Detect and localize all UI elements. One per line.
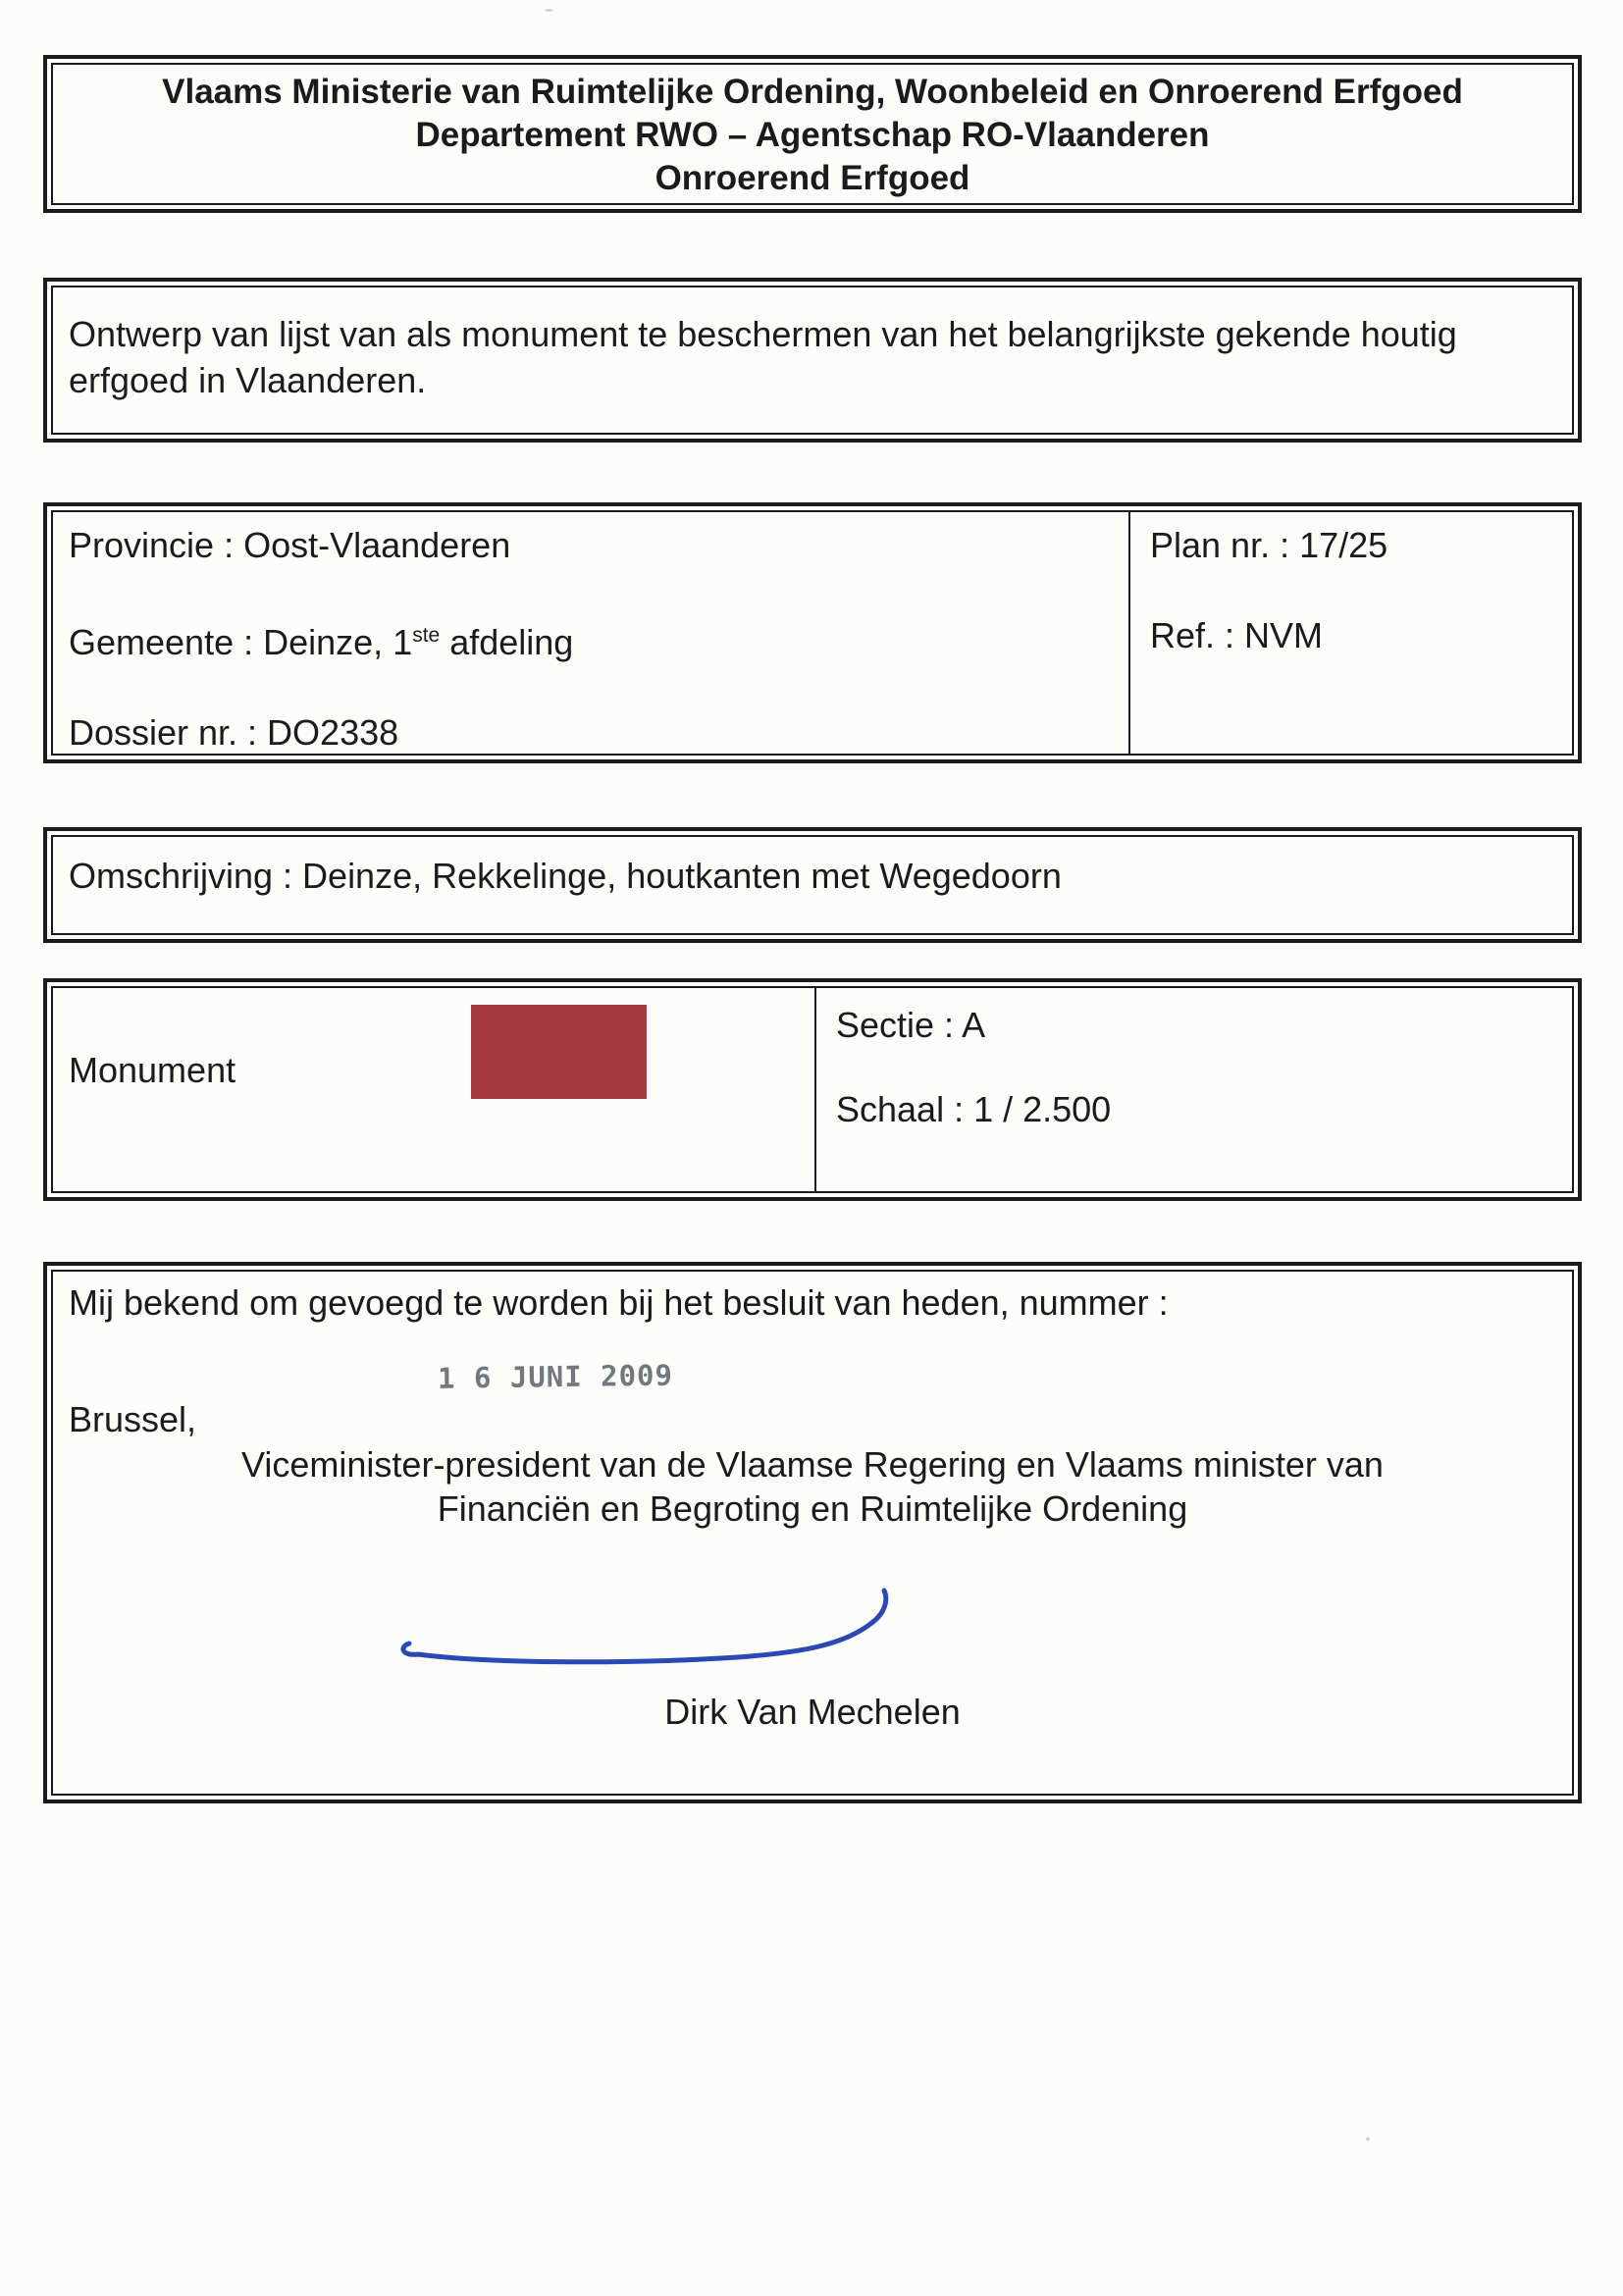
omschrijving-box xyxy=(43,827,1582,943)
ministry-header-inner xyxy=(51,63,1574,205)
legend-left-cell xyxy=(53,988,814,1191)
subject-text: Ontwerp van lijst van als monument te beschermen van het belangrijkste gekende houtig erfgoed in Vlaanderen. xyxy=(69,314,1457,400)
signature xyxy=(393,1585,927,1675)
signatory-name: Dirk Van Mechelen xyxy=(664,1692,961,1732)
signature-stroke xyxy=(403,1591,886,1662)
header-line-3: Onroerend Erfgoed xyxy=(654,159,970,197)
attestation-box xyxy=(43,1262,1582,1803)
legend-label: Monument xyxy=(69,1050,236,1090)
ref-text: Ref. : NVM xyxy=(1150,615,1324,655)
minister-title-line-1: Viceminister-president van de Vlaamse Regering en Vlaams minister van xyxy=(241,1444,1384,1485)
file-info-inner xyxy=(51,510,1574,756)
legend-inner xyxy=(51,986,1574,1193)
minister-title-line-2: Financiën en Begroting en Ruimtelijke Ordening xyxy=(437,1488,1188,1529)
gemeente-text-suffix: afdeling xyxy=(440,622,574,662)
ministry-header-box xyxy=(43,55,1582,213)
monument-color-swatch xyxy=(471,1005,647,1099)
gemeente-row xyxy=(69,612,1128,665)
schaal-line: Schaal : 1 / 2.500 xyxy=(836,1089,1112,1129)
header-line-2: Departement RWO – Agentschap RO-Vlaanderen xyxy=(415,116,1210,154)
dossier-text: Dossier nr. : DO2338 xyxy=(69,712,399,753)
file-info-right-column xyxy=(1128,512,1572,754)
subject-box xyxy=(43,278,1582,443)
sectie-line: Sectie : A xyxy=(836,1005,986,1045)
legend-right-cell xyxy=(814,988,1572,1191)
dossier-row xyxy=(69,709,1128,756)
legend-box xyxy=(43,978,1582,1201)
document-content xyxy=(43,55,1582,1803)
date-stamp: 1 6 JUNI 2009 xyxy=(437,1358,674,1395)
plan-row xyxy=(1150,522,1572,568)
provincie-row xyxy=(69,522,1128,568)
file-info-left-column xyxy=(53,512,1128,754)
ref-row xyxy=(1150,612,1572,658)
attestation-inner xyxy=(51,1270,1574,1796)
scan-speck xyxy=(1366,2137,1370,2141)
city-line: Brussel, xyxy=(69,1399,197,1439)
scan-speck xyxy=(545,9,553,12)
provincie-text: Provincie : Oost-Vlaanderen xyxy=(69,525,511,565)
gemeente-superscript: ste xyxy=(412,624,441,647)
header-line-1: Vlaams Ministerie van Ruimtelijke Ordening, Woonbeleid en Onroerend Erfgoed xyxy=(162,73,1463,111)
plan-text: Plan nr. : 17/25 xyxy=(1150,525,1388,565)
omschrijving-text: Omschrijving : Deinze, Rekkelinge, houtkanten met Wegedoorn xyxy=(69,856,1062,896)
omschrijving-inner xyxy=(51,835,1574,935)
gemeente-text-prefix: Gemeente : Deinze, 1 xyxy=(69,622,413,662)
file-info-box xyxy=(43,502,1582,763)
attestation-intro: Mij bekend om gevoegd te worden bij het besluit van heden, nummer : xyxy=(69,1282,1169,1323)
subject-box-inner xyxy=(51,286,1574,435)
